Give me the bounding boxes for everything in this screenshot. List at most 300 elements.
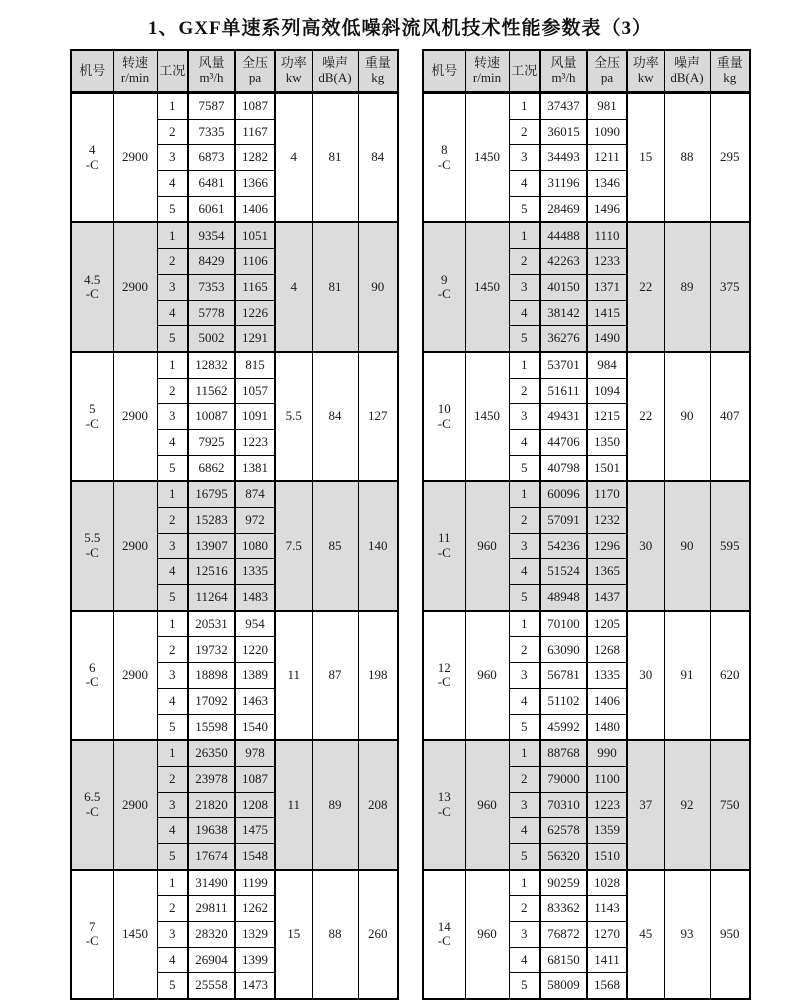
power-cell: 22 — [627, 222, 664, 351]
speed-cell: 960 — [465, 870, 509, 999]
weight-cell: 620 — [710, 611, 750, 740]
pressure-cell: 1223 — [235, 429, 275, 455]
condition-cell: 3 — [157, 922, 188, 948]
pressure-cell: 1199 — [235, 870, 275, 896]
table-row — [423, 611, 750, 637]
flow-cell: 6061 — [188, 196, 235, 222]
model-suffix: -C — [85, 545, 99, 561]
pressure-cell: 1094 — [587, 378, 627, 404]
speed-cell: 2900 — [113, 481, 157, 610]
power-cell: 7.5 — [275, 481, 312, 610]
condition-cell: 1 — [509, 222, 540, 248]
condition-cell: 4 — [509, 429, 540, 455]
model-suffix: -C — [437, 415, 451, 431]
flow-cell: 53701 — [540, 352, 587, 378]
speed-cell: 1450 — [465, 222, 509, 351]
pressure-cell: 1335 — [587, 663, 627, 689]
pressure-cell: 874 — [235, 481, 275, 507]
pressure-cell: 1220 — [235, 637, 275, 663]
weight-cell: 198 — [358, 611, 398, 740]
condition-cell: 1 — [157, 352, 188, 378]
flow-cell: 31196 — [540, 171, 587, 197]
flow-cell: 28320 — [188, 922, 235, 948]
condition-cell: 2 — [157, 119, 188, 145]
model-cell — [423, 740, 465, 869]
flow-cell: 88768 — [540, 740, 587, 766]
model-number: 6 — [89, 659, 96, 675]
pressure-cell: 1205 — [587, 611, 627, 637]
condition-cell: 1 — [157, 481, 188, 507]
header-unit-noise: dB(A) — [318, 70, 352, 85]
flow-cell: 15598 — [188, 714, 235, 740]
weight-cell: 375 — [710, 222, 750, 351]
model-suffix: -C — [85, 674, 99, 690]
header-label-speed: 转速 — [473, 55, 500, 71]
condition-cell: 3 — [509, 145, 540, 171]
header-unit-weight: kg — [723, 70, 737, 85]
flow-cell: 58009 — [540, 973, 587, 999]
speed-cell: 960 — [465, 481, 509, 610]
flow-cell: 7353 — [188, 274, 235, 300]
noise-cell: 90 — [664, 481, 710, 610]
condition-cell: 3 — [157, 533, 188, 559]
condition-cell: 1 — [509, 481, 540, 507]
power-cell: 30 — [627, 481, 664, 610]
noise-cell: 81 — [312, 222, 358, 351]
condition-cell: 4 — [157, 559, 188, 585]
weight-cell: 750 — [710, 740, 750, 869]
model-cell — [71, 481, 113, 610]
model-cell — [71, 93, 113, 223]
pressure-cell: 984 — [587, 352, 627, 378]
condition-cell: 5 — [509, 326, 540, 352]
pressure-cell: 1080 — [235, 533, 275, 559]
power-cell: 37 — [627, 740, 664, 869]
model-cell — [71, 611, 113, 740]
header-unit-pressure: pa — [600, 70, 614, 85]
condition-cell: 5 — [157, 973, 188, 999]
pressure-cell: 1415 — [587, 300, 627, 326]
model-suffix: -C — [437, 156, 451, 172]
model-suffix: -C — [85, 803, 99, 819]
header-cell-weight — [358, 50, 398, 93]
speed-cell: 2900 — [113, 93, 157, 223]
condition-cell: 2 — [509, 637, 540, 663]
model-number: 5.5 — [84, 530, 101, 546]
flow-cell: 60096 — [540, 481, 587, 507]
flow-cell: 25558 — [188, 973, 235, 999]
condition-cell: 2 — [157, 249, 188, 275]
condition-cell: 5 — [157, 843, 188, 869]
flow-cell: 9354 — [188, 222, 235, 248]
condition-cell: 1 — [509, 611, 540, 637]
condition-cell: 3 — [509, 792, 540, 818]
model-cell — [71, 222, 113, 351]
condition-cell: 2 — [509, 508, 540, 534]
condition-cell: 3 — [509, 663, 540, 689]
pressure-cell: 1282 — [235, 145, 275, 171]
condition-cell: 5 — [509, 455, 540, 481]
model-number: 4.5 — [84, 271, 101, 287]
condition-cell: 4 — [509, 559, 540, 585]
table-row — [423, 352, 750, 378]
model-suffix: -C — [85, 415, 99, 431]
condition-cell: 3 — [509, 404, 540, 430]
model-number: 11 — [437, 530, 451, 546]
noise-cell: 92 — [664, 740, 710, 869]
condition-cell: 1 — [157, 870, 188, 896]
header-unit-speed: r/min — [472, 70, 502, 85]
condition-cell: 5 — [509, 714, 540, 740]
power-cell: 15 — [275, 870, 312, 999]
weight-cell: 208 — [358, 740, 398, 869]
pressure-cell: 1568 — [587, 973, 627, 999]
power-cell: 22 — [627, 352, 664, 481]
speed-cell: 2900 — [113, 740, 157, 869]
header-label-condition: 工况 — [159, 62, 186, 78]
flow-cell: 17092 — [188, 688, 235, 714]
pressure-cell: 1406 — [235, 196, 275, 222]
model-number: 10 — [437, 401, 451, 417]
noise-cell: 81 — [312, 93, 358, 223]
condition-cell: 2 — [509, 766, 540, 792]
condition-cell: 1 — [509, 870, 540, 896]
noise-cell: 93 — [664, 870, 710, 999]
pressure-cell: 1090 — [587, 119, 627, 145]
flow-cell: 51524 — [540, 559, 587, 585]
pressure-cell: 1540 — [235, 714, 275, 740]
pressure-cell: 1371 — [587, 274, 627, 300]
flow-cell: 36015 — [540, 119, 587, 145]
flow-cell: 7925 — [188, 429, 235, 455]
noise-cell: 89 — [664, 222, 710, 351]
power-cell: 11 — [275, 611, 312, 740]
flow-cell: 83362 — [540, 896, 587, 922]
table-row — [71, 352, 398, 378]
condition-cell: 1 — [157, 222, 188, 248]
pressure-cell: 1208 — [235, 792, 275, 818]
header-label-flow: 风量 — [198, 55, 225, 71]
speed-cell: 2900 — [113, 352, 157, 481]
flow-cell: 19732 — [188, 637, 235, 663]
model-cell — [423, 222, 465, 351]
condition-cell: 2 — [157, 766, 188, 792]
noise-cell: 84 — [312, 352, 358, 481]
condition-cell: 4 — [509, 171, 540, 197]
noise-cell: 87 — [312, 611, 358, 740]
flow-cell: 40150 — [540, 274, 587, 300]
header-row — [71, 50, 398, 93]
table-row — [423, 870, 750, 896]
pressure-cell: 1268 — [587, 637, 627, 663]
model-suffix: -C — [85, 286, 99, 302]
header-unit-flow: m³/h — [199, 70, 224, 85]
flow-cell: 76872 — [540, 922, 587, 948]
pressure-cell: 1087 — [235, 766, 275, 792]
header-label-speed: 转速 — [121, 55, 148, 71]
flow-cell: 7587 — [188, 93, 235, 120]
pressure-cell: 1028 — [587, 870, 627, 896]
condition-cell: 4 — [509, 688, 540, 714]
pressure-cell: 1091 — [235, 404, 275, 430]
condition-cell: 3 — [157, 663, 188, 689]
model-suffix: -C — [85, 933, 99, 949]
pressure-cell: 978 — [235, 740, 275, 766]
condition-cell: 1 — [509, 352, 540, 378]
pressure-cell: 1296 — [587, 533, 627, 559]
header-label-flow: 风量 — [550, 55, 577, 71]
header-cell-power — [627, 50, 664, 93]
pressure-cell: 1170 — [587, 481, 627, 507]
pressure-cell: 1359 — [587, 818, 627, 844]
model-cell — [71, 870, 113, 999]
flow-cell: 7335 — [188, 119, 235, 145]
condition-cell: 4 — [157, 171, 188, 197]
header-label-model: 机号 — [79, 62, 106, 78]
flow-cell: 79000 — [540, 766, 587, 792]
flow-cell: 18898 — [188, 663, 235, 689]
pressure-cell: 1411 — [587, 947, 627, 973]
header-label-pressure: 全压 — [241, 55, 268, 71]
condition-cell: 3 — [509, 922, 540, 948]
weight-cell: 260 — [358, 870, 398, 999]
weight-cell: 407 — [710, 352, 750, 481]
pressure-cell: 954 — [235, 611, 275, 637]
model-cell — [423, 611, 465, 740]
header-cell-noise — [312, 50, 358, 93]
condition-cell: 5 — [157, 585, 188, 611]
header-cell-speed — [113, 50, 157, 93]
header-cell-noise — [664, 50, 710, 93]
pressure-cell: 1490 — [587, 326, 627, 352]
pressure-cell: 1406 — [587, 688, 627, 714]
condition-cell: 4 — [509, 818, 540, 844]
header-unit-flow: m³/h — [551, 70, 576, 85]
noise-cell: 89 — [312, 740, 358, 869]
model-cell — [71, 740, 113, 869]
flow-cell: 45992 — [540, 714, 587, 740]
flow-cell: 10087 — [188, 404, 235, 430]
condition-cell: 1 — [157, 740, 188, 766]
condition-cell: 4 — [157, 300, 188, 326]
condition-cell: 2 — [157, 508, 188, 534]
flow-cell: 49431 — [540, 404, 587, 430]
condition-cell: 2 — [157, 896, 188, 922]
model-number: 4 — [89, 142, 96, 158]
condition-cell: 3 — [157, 792, 188, 818]
flow-cell: 62578 — [540, 818, 587, 844]
speed-cell: 1450 — [465, 93, 509, 223]
header-unit-power: kw — [285, 70, 302, 85]
model-suffix: -C — [437, 674, 451, 690]
noise-cell: 85 — [312, 481, 358, 610]
flow-cell: 90259 — [540, 870, 587, 896]
pressure-cell: 1437 — [587, 585, 627, 611]
pressure-cell: 1381 — [235, 455, 275, 481]
flow-cell: 6481 — [188, 171, 235, 197]
flow-cell: 31490 — [188, 870, 235, 896]
condition-cell: 5 — [509, 585, 540, 611]
power-cell: 4 — [275, 93, 312, 223]
header-cell-model — [71, 50, 113, 93]
header-unit-noise: dB(A) — [670, 70, 704, 85]
model-number: 9 — [441, 271, 448, 287]
header-cell-power — [275, 50, 312, 93]
power-cell: 30 — [627, 611, 664, 740]
condition-cell: 3 — [157, 145, 188, 171]
pressure-cell: 1143 — [587, 896, 627, 922]
speed-cell: 1450 — [465, 352, 509, 481]
header-cell-flow — [188, 50, 235, 93]
table-row — [71, 870, 398, 896]
table-row — [423, 740, 750, 766]
condition-cell: 2 — [509, 378, 540, 404]
flow-cell: 11264 — [188, 585, 235, 611]
flow-cell: 5002 — [188, 326, 235, 352]
weight-cell: 295 — [710, 93, 750, 223]
condition-cell: 5 — [157, 196, 188, 222]
flow-cell: 42263 — [540, 249, 587, 275]
pressure-cell: 1510 — [587, 843, 627, 869]
spec-table-left — [70, 49, 399, 1000]
condition-cell: 1 — [509, 740, 540, 766]
pressure-cell: 1270 — [587, 922, 627, 948]
pressure-cell: 972 — [235, 508, 275, 534]
flow-cell: 12832 — [188, 352, 235, 378]
flow-cell: 26350 — [188, 740, 235, 766]
header-cell-model — [423, 50, 465, 93]
condition-cell: 2 — [509, 249, 540, 275]
flow-cell: 6862 — [188, 455, 235, 481]
header-row — [423, 50, 750, 93]
pressure-cell: 1226 — [235, 300, 275, 326]
header-label-power: 功率 — [632, 55, 659, 71]
model-suffix: -C — [437, 545, 451, 561]
flow-cell: 37437 — [540, 93, 587, 120]
flow-cell: 21820 — [188, 792, 235, 818]
table-row — [71, 93, 398, 120]
header-label-condition: 工况 — [511, 62, 538, 78]
table-row — [71, 481, 398, 507]
weight-cell: 595 — [710, 481, 750, 610]
header-unit-weight: kg — [371, 70, 385, 85]
flow-cell: 54236 — [540, 533, 587, 559]
model-number: 6.5 — [84, 789, 101, 805]
condition-cell: 3 — [157, 274, 188, 300]
model-number: 8 — [441, 142, 448, 158]
pressure-cell: 1501 — [587, 455, 627, 481]
flow-cell: 12516 — [188, 559, 235, 585]
flow-cell: 44706 — [540, 429, 587, 455]
pressure-cell: 1548 — [235, 843, 275, 869]
header-label-model: 机号 — [431, 62, 458, 78]
weight-cell: 84 — [358, 93, 398, 223]
pressure-cell: 1110 — [587, 222, 627, 248]
pressure-cell: 1365 — [587, 559, 627, 585]
condition-cell: 4 — [509, 947, 540, 973]
flow-cell: 16795 — [188, 481, 235, 507]
pressure-cell: 1087 — [235, 93, 275, 120]
model-number: 14 — [437, 918, 451, 934]
header-cell-pressure — [235, 50, 275, 93]
condition-cell: 3 — [157, 404, 188, 430]
flow-cell: 5778 — [188, 300, 235, 326]
header-unit-pressure: pa — [248, 70, 262, 85]
flow-cell: 13907 — [188, 533, 235, 559]
power-cell: 15 — [627, 93, 664, 223]
weight-cell: 140 — [358, 481, 398, 610]
power-cell: 4 — [275, 222, 312, 351]
power-cell: 5.5 — [275, 352, 312, 481]
condition-cell: 5 — [509, 843, 540, 869]
condition-cell: 1 — [157, 93, 188, 120]
header-cell-condition — [157, 50, 188, 93]
table-row — [423, 481, 750, 507]
model-number: 5 — [89, 401, 96, 417]
condition-cell: 3 — [509, 533, 540, 559]
pressure-cell: 1346 — [587, 171, 627, 197]
header-cell-weight — [710, 50, 750, 93]
pressure-cell: 1051 — [235, 222, 275, 248]
condition-cell: 2 — [509, 896, 540, 922]
model-suffix: -C — [437, 286, 451, 302]
spec-table-right — [422, 49, 751, 1000]
flow-cell: 15283 — [188, 508, 235, 534]
pressure-cell: 1167 — [235, 119, 275, 145]
noise-cell: 90 — [664, 352, 710, 481]
flow-cell: 63090 — [540, 637, 587, 663]
condition-cell: 2 — [157, 378, 188, 404]
speed-cell: 2900 — [113, 222, 157, 351]
speed-cell: 1450 — [113, 870, 157, 999]
pressure-cell: 1335 — [235, 559, 275, 585]
header-label-noise: 噪声 — [673, 55, 700, 71]
header-label-power: 功率 — [280, 55, 307, 71]
speed-cell: 960 — [465, 740, 509, 869]
pressure-cell: 1233 — [587, 249, 627, 275]
header-cell-flow — [540, 50, 587, 93]
header-cell-speed — [465, 50, 509, 93]
pressure-cell: 1473 — [235, 973, 275, 999]
flow-cell: 8429 — [188, 249, 235, 275]
model-suffix: -C — [437, 803, 451, 819]
model-suffix: -C — [85, 156, 99, 172]
flow-cell: 23978 — [188, 766, 235, 792]
condition-cell: 4 — [509, 300, 540, 326]
flow-cell: 68150 — [540, 947, 587, 973]
noise-cell: 88 — [664, 93, 710, 223]
table-row — [423, 93, 750, 120]
model-number: 13 — [437, 789, 451, 805]
pressure-cell: 1223 — [587, 792, 627, 818]
header-unit-power: kw — [637, 70, 654, 85]
condition-cell: 2 — [157, 637, 188, 663]
header-label-pressure: 全压 — [593, 55, 620, 71]
condition-cell: 4 — [157, 947, 188, 973]
flow-cell: 38142 — [540, 300, 587, 326]
pressure-cell: 1232 — [587, 508, 627, 534]
pressure-cell: 1350 — [587, 429, 627, 455]
flow-cell: 29811 — [188, 896, 235, 922]
pressure-cell: 1291 — [235, 326, 275, 352]
pressure-cell: 1211 — [587, 145, 627, 171]
condition-cell: 4 — [157, 429, 188, 455]
model-cell — [71, 352, 113, 481]
condition-cell: 5 — [157, 455, 188, 481]
flow-cell: 28469 — [540, 196, 587, 222]
condition-cell: 2 — [509, 119, 540, 145]
flow-cell: 51102 — [540, 688, 587, 714]
